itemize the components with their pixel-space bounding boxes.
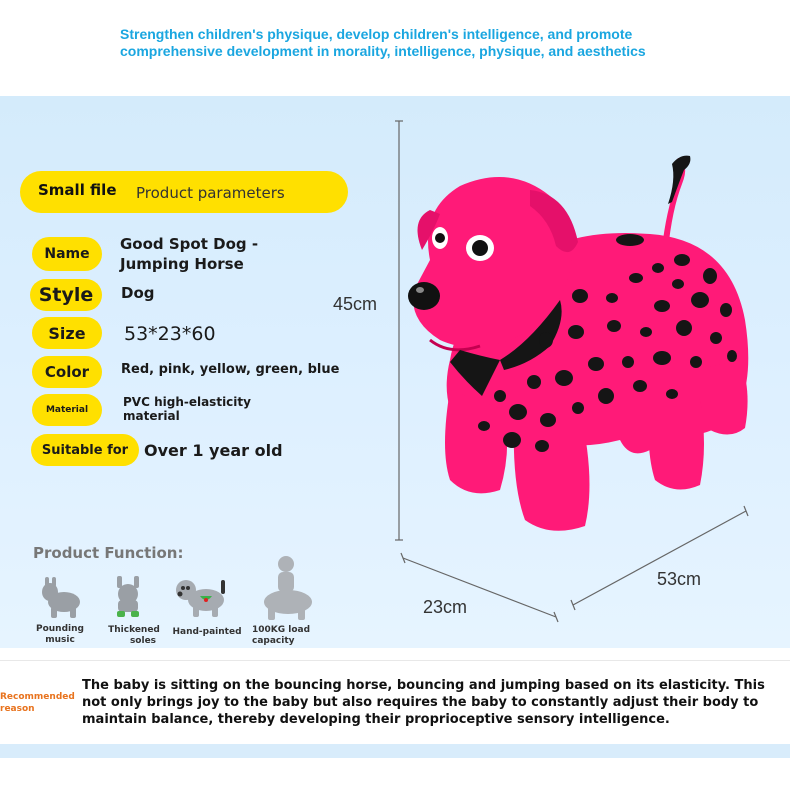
params-header-right: Product parameters <box>136 184 285 202</box>
function-label-3-line1: Hand-painted <box>172 627 242 637</box>
param-value-color: Red, pink, yellow, green, blue <box>121 362 340 377</box>
params-header-left: Small file <box>38 181 117 199</box>
param-value-material-line1: PVC high-elasticity <box>123 395 251 409</box>
function-label-2-line2: soles <box>129 636 157 646</box>
reason-label <box>0 691 75 715</box>
param-label-material: Material <box>32 394 102 426</box>
param-label-size: Size <box>32 317 102 349</box>
function-label-1-line2: music <box>45 635 75 645</box>
reason-label-line1: Recommended <box>0 692 75 702</box>
param-label-name: Name <box>32 237 102 271</box>
param-label-color: Color <box>32 356 102 388</box>
param-label-style: Style <box>30 279 102 311</box>
reason-text: The baby is sitting on the bouncing horse, bouncing and jumping based on its elasticity. This not only brings joy to the baby but also requires the baby to constantly adjust their body to maintain balance, thereby developing their proprioceptive sensory intelligence. <box>82 678 765 727</box>
param-value-name-line1: Good Spot Dog - <box>120 235 259 253</box>
param-value-name-line2: Jumping Horse <box>120 255 244 273</box>
function-label-4-line2: capacity <box>252 636 295 646</box>
param-value-suitable: Over 1 year old <box>144 441 283 460</box>
param-value-material-line2: material <box>123 409 180 423</box>
param-value-style: Dog <box>121 284 155 302</box>
function-label-2-line1: Thickened <box>108 625 160 635</box>
dimension-height: 45cm <box>333 294 378 314</box>
param-value-size: 53*23*60 <box>124 323 216 345</box>
function-label-1-line1: Pounding <box>36 624 84 634</box>
function-title: Product Function: <box>33 544 184 562</box>
dimension-length: 53cm <box>657 569 702 589</box>
bottom-band <box>0 744 790 758</box>
tagline-line-2: comprehensive development in morality, intelligence, physique, and aesthetics <box>120 43 646 59</box>
dimension-depth: 23cm <box>423 597 468 617</box>
reason-label-line2: reason <box>0 704 35 714</box>
product-image <box>400 150 760 540</box>
param-label-suitable: Suitable for <box>31 434 139 466</box>
tagline-line-1: Strengthen children's physique, develop children's intelligence, and promote <box>120 26 633 42</box>
function-label-4-line1: 100KG load <box>252 625 311 635</box>
